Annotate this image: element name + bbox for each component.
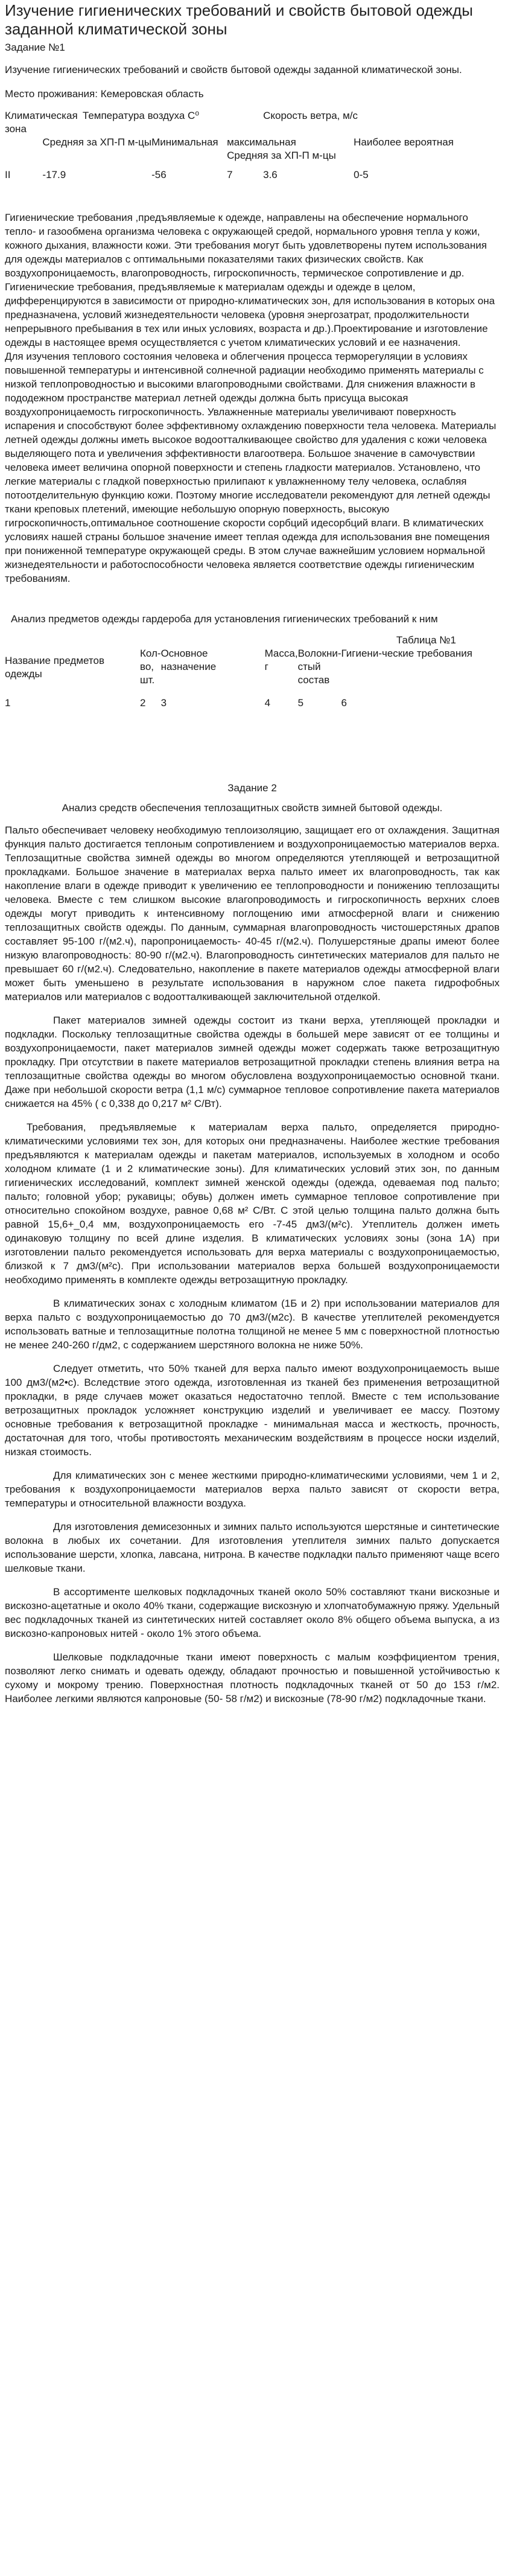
cell-wind-avg: 3.6 <box>263 169 278 180</box>
climate-header-row <box>5 109 500 136</box>
analysis-heading: Анализ предметов одежды гардероба для установления гигиенических требований к ним <box>11 613 438 625</box>
task2-paragraph: Требования, предъявляемые к материалам верха пальто, определяется природно-климатическими условиями тех зон, для которых они предназначены. Наиболее жесткие требования предъявляются к материалам одежды и пакетам материалов, используемых в холодном и особо холодном климате (1 и 2 климатические зоны). Для климатических условий этих зон, по данным гигиенических исследований, комплект зимней женской одежды (одежда, одеваемая под пальто; пальто; головной убор; рукавицы; обувь) должен иметь суммарное тепловое сопротивление при относительно спокойном воздухе, равное 0,68 м² С/Вт. С этой целью толщина пальто должна быть равной 15,6+_0,4 мм, воздухопроницаемость его -7-45 дм3/(м²с). Утеплитель должен иметь одинаковую толщину по всей длине изделия. В климатических условиях зоны (зона 1А) при изготовлении пальто рекомендуется использовать для верха материалы с воздухопроницаемостью, близкой к 7 дм3/(м²с). При использовании материалов верха большей воздухопроницаемости необходимо применять в комплекте одежды ветрозащитную прокладку. <box>5 1121 500 1286</box>
header-fiber: Волокни-стый состав <box>297 648 341 686</box>
header-quantity: Кол-во, шт. <box>140 648 161 686</box>
task1-label: Задание №1 <box>5 42 65 53</box>
header-purpose: Основное назначение <box>160 648 217 672</box>
task1-heading: Изучение гигиенических требований и свойств бытовой одежды заданной климатической зоны. <box>5 64 462 75</box>
cell-min-temp: -56 <box>151 169 167 180</box>
task2-paragraph: Для изготовления демисезонных и зимних пальто используются шерстяные и синтетические волокна в любых их сочетании. Для изготовления утеплителя зимних пальто допускается использование шерсти, хлопка, лавсана, нитрона. В качестве подкладки пальто применяют чаще всего шелковые ткани. <box>5 1521 500 1574</box>
subheader-avg-wind: Средняя за ХП-П м-цы <box>227 150 336 161</box>
header-mass: Масса, г <box>264 648 298 672</box>
document <box>5 0 500 1706</box>
header-hygiene: Гигиени-ческие требования <box>341 648 472 659</box>
header-item-name: Название предметов одежды <box>5 655 105 680</box>
task2-body <box>5 823 500 1706</box>
wardrobe-number-row <box>5 687 500 710</box>
cell-avg-temp: -17.9 <box>42 169 66 180</box>
header-wind: Скорость ветра, м/с <box>263 110 358 121</box>
task2-paragraph: В климатических зонах с холодным климатом (1Б и 2) при использовании материалов для верха пальто с воздухопроницаемостью до 70 дм3/(м2с). В качестве утеплителей рекомендуется использовать ватные и теплозащитные полотна толщиной не менее 5 мм с поверхностной плотностью не менее 240-260 г/дм2, с содержанием шерстяного волокна не ниже 50%. <box>5 1298 500 1351</box>
cell-wind-probable: 0-5 <box>354 169 369 180</box>
task2-heading: Анализ средств обеспечения теплозащитных свойств зимней бытовой одежды. <box>62 802 443 814</box>
table-caption: Таблица №1 <box>396 634 456 646</box>
task2-paragraph: Следует отметить, что 50% тканей для верха пальто имеют воздухопроницаемость выше 100 дм3/(м2•с). Вследствие этого одежда, изготовленная из тканей без применения ветрозащитной прокладки, в ряде случаев может оказаться недостаточно теплой. Вместе с тем использование ветрозащитных прокладок усложняет конструкцию изделий и увеличивает ее массу. Поэтому основные требования к ветрозащитной прокладке - минимальная масса и жесткость, прочность, достаточная для того, чтобы противостоять механическим воздействиям в процессе носки изделий, низкая стоимость. <box>5 1363 500 1458</box>
subheader-probable: Наиболее вероятная <box>354 136 454 148</box>
climate-table <box>5 109 500 182</box>
climate-data-row <box>5 162 500 182</box>
subheader-max: максимальная <box>227 136 296 148</box>
number-cell: 4 <box>264 697 271 709</box>
number-cell: 2 <box>140 697 146 709</box>
task2-paragraph: Для климатических зон с менее жесткими природно-климатическими условиями, чем 1 и 2, требования к воздухопроницаемости материалов верха пальто зависят от скорости ветра, температуры и относительной влажности воздуха. <box>5 1470 500 1509</box>
task1-body <box>5 211 500 585</box>
task2-paragraph: Шелковые подкладочные ткани имеют поверхность с малым коэффициентом трения, позволяют легко снимать и одевать одежду, обладают прочностью и повышенной устойчивостью к сухому и мокрому трению. Поверхностная плотность подкладочных тканей от 50 до 153 г/м2. Наиболее легкими являются капроновые (50- 58 г/м2) и вискозные (78-90 г/м2) подкладочные ткани. <box>5 1651 500 1704</box>
number-cell: 3 <box>160 697 167 709</box>
task1-paragraph: Гигиенические требования, предъявляемые к материалам одежды и одежде в целом, дифференцируются в зависимости от природно-климатических зон, для использования в которых она предназначена, условий жизнедеятельности человека (уровня энергозатрат, продолжительности непрерывного пребывания в тех или иных условиях, возраста и др.).Проектирование и изготовление одежды в настоящее время осуществляется с учетом климатических условий и ее назначения. <box>5 281 495 348</box>
number-cell: 5 <box>297 697 304 709</box>
task2-paragraph: В ассортименте шелковых подкладочных тканей около 50% составляют ткани вискозные и вискозно-ацетатные и около 40% ткани, содержащие вискозную и хлопчатобумажную пряжу. Удельный вес подкладочных тканей из синтетических нитей составляет около 8% общего объема выпуска, а из вискозно-капроновых нитей - около 1% этого объема. <box>5 1586 500 1639</box>
task1-paragraph: Для изучения теплового состояния человека и облегчения процесса терморегуляции в условиях повышенной температуры и интенсивной солнечной радиации необходимо применять материалы с низкой теплопроводностью и высокими влагопроводными свойствами. Для снижения влажности в пододежном пространстве материал летней одежды должна быть присуща высокая воздухопроницаемость гигроскопичность. Увлажненные материалы увеличивают поверхность испарения и способствуют более эффективному охлаждению поверхности тела человека. Материалы летней одежды должны иметь высокое водоотталкивающее свойство для удаления с кожи человека выделяющего пота и увеличения эффективности влагоотвеpa. Большое значение в самочувствии человека имеет величина опорной поверхности и степень гладкости материалов. Установлено, что легкие материалы с гладкой поверхностью прилипают к увлажненному телу человека, ослабляя потоотделительную функцию кожи. Поэтому многие исследователи рекомендуют для летней одежды ткани креповых плетений, имеющие небольшую опорную поверхность, высокую гигроскопичность,оптимальное соотношение скорости сорбций идесорбций влаги. В климатических условиях нашей страны большое значение имеет теплая одежда для использования вне помещения при пониженной температуре окружающей среды. В этом случае важнейшим условием нормальной жизнедеятельности и работоспособности человека является соответствие одежды гигиеническим требованиям. <box>5 351 497 584</box>
subheader-avg-temp: Средняя за ХП-П м-цы <box>42 136 152 148</box>
climate-subheader-row <box>5 136 500 149</box>
climate-subheader-row-2 <box>5 149 500 162</box>
wardrobe-header-row <box>5 647 500 687</box>
cell-max-temp: 7 <box>227 169 233 180</box>
task2-paragraph: Пакет материалов зимней одежды состоит из ткани верха, утепляющей прокладки и подкладки. Поскольку теплозащитные свойства одежды в большей мере зависят от ее толщины и воздухопроницаемости, пакет материалов зимней одежды может содержать также ветрозащитную прокладку. При отсутствии в пакете материалов ветрозащитной прокладки степень влияния ветра на теплозащитные свойства одежды во многом обусловлена воздухопроницаемостью основной ткани. Даже при небольшой скорости ветра (1,1 м/с) суммарное тепловое сопротивление пакета материалов снижается на 45% ( с 0,338 до 0,217 м² С/Вт). <box>5 1015 500 1109</box>
number-cell: 6 <box>341 697 347 709</box>
task2-label: Задание 2 <box>227 782 277 794</box>
residence-line: Место проживания: Кемеровская область <box>5 88 204 100</box>
header-temperature: Температура воздуха С⁰ <box>82 110 200 121</box>
subheader-min: Минимальная <box>151 136 218 148</box>
wardrobe-table <box>5 647 500 710</box>
number-cell: 1 <box>5 697 11 709</box>
header-zone: Климатическая зона <box>5 110 78 135</box>
page-title: Изучение гигиенических требований и свойств бытовой одежды заданной климатической зоны <box>5 1 473 38</box>
cell-zone: II <box>5 169 11 180</box>
task1-paragraph: Гигиенические требования ,предъявляемые к одежде, направлены на обеспечение нормального тепло- и газообмена организма человека с окружающей средой, нормального уровня тепла у кожи, кожного дыхания, влажности кожи. Эти требования могут быть удовлетворены путем использования для одежды материалов с оптимальными показателями таких физических свойств. Как воздухопроницаемость, влагопроводность, гигроскопичность, термическое сопротивление и др. <box>5 212 487 279</box>
task2-paragraph: Пальто обеспечивает человеку необходимую теплоизоляцию, защищает его от охлаждения. Защитная функция пальто достигается теплоным сопротивлением и воздухопроницаемостью материалов верха. Теплозащитные свойства зимней одежды во многом определяются утепляющей и ветрозащитной прокладками. Большое значение в материалах верха пальто имеет их влагопроводность, так как накопление влаги в одежде приводит к увеличению ее теплопроводности и понижению теплозащиты человека. Вместе с тем слишком высокие влагопроводимость и гигроскопичность верхних слоев одежды могут приводить к интенсивному поглощению ими атмосферной влаги и снижению теплозащитных свойств одежды. По данным, суммарная влагопроводность чистошерстяных драпов составляет 95-100 г/(м2.ч), паропроницаемость- 40-45 г/(м2.ч). Полушерстяные драпы имеют более низкую влагопроводность: 80-90 г/(м2.ч). Влагопроводность синтетических материалов для пальто не превышает 60 г/(м2.ч). Следовательно, накопление в пакете материалов одежды атмосферной влаги может быть уменьшено в результате использования в наружном слое пакета гидрофобных материалов или материалов с водоотталкивающей заключительной отделкой. <box>5 824 500 1003</box>
